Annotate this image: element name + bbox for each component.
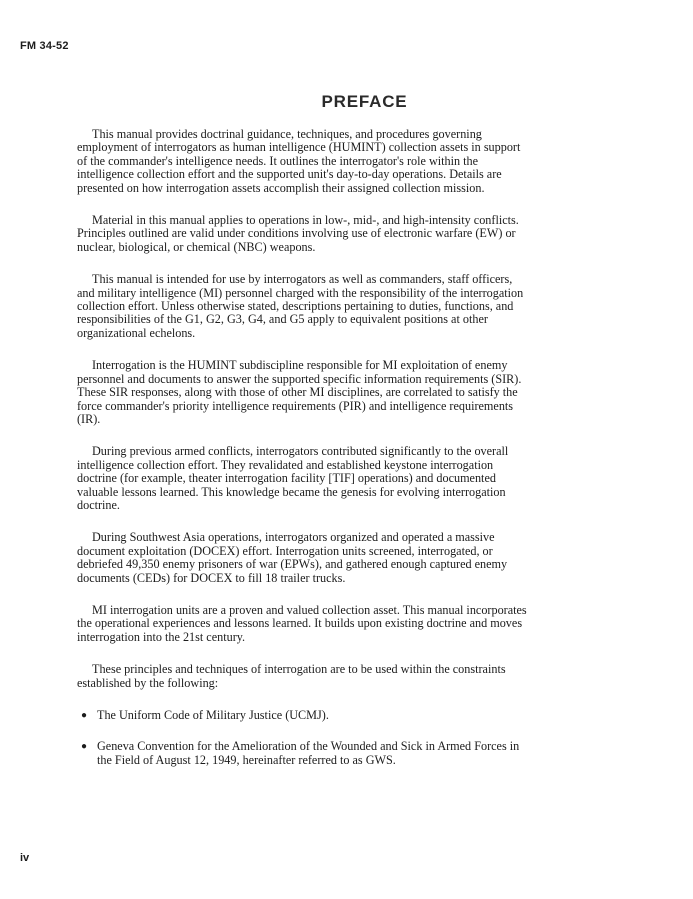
paragraph-mi-units: MI interrogation units are a proven and valued collection asset. This manual incorporates the operational experiences and lessons learned. It builds upon existing doctrine and moves interrogation into the 21st century. xyxy=(77,602,527,644)
paragraph-applicability: Material in this manual applies to operations in low-, mid-, and high-intensity conflicts. Principles outlined are valid under conditions involving use of electronic warfare (EW) or nuclear, biological, or chemical (NBC) weapons. xyxy=(77,213,519,254)
list-item xyxy=(77,740,532,767)
running-head: FM 34-52 xyxy=(20,40,69,52)
page-title: PREFACE xyxy=(321,92,408,111)
list-item xyxy=(77,709,532,722)
bullet-icon: ● xyxy=(81,710,88,721)
preface-body xyxy=(77,128,532,785)
page-number: iv xyxy=(20,852,30,864)
list-item-text: The Uniform Code of Military Justice (UCMJ). xyxy=(97,708,329,722)
paragraph-history: During previous armed conflicts, interrogators contributed significantly to the overall intelligence collection effort. They revalidated and established keystone interrogation doctrine (for example, theater interrogation facility [TIF] operations) and documented valuable lessons learned. This knowledge became the genesis for evolving interrogation doctrine. xyxy=(77,444,509,512)
paragraph-purpose: This manual provides doctrinal guidance, techniques, and procedures governing employment of interrogators as human intelligence (HUMINT) collection assets in support of the commander's intelligence needs. It outlines the interrogator's role within the intelligence collection effort and the supported unit's day-to-day operations. Details are presented on how interrogation assets accomplish their assigned collection mission. xyxy=(77,127,521,195)
paragraph-constraints: These principles and techniques of interrogation are to be used within the constraints established by the following: xyxy=(77,662,506,690)
list-item-text: Geneva Convention for the Amelioration of the Wounded and Sick in Armed Forces in the Field of August 12, 1949, hereinafter referred to as GWS. xyxy=(97,739,520,767)
paragraph-definition: Interrogation is the HUMINT subdiscipline responsible for MI exploitation of enemy personnel and documents to answer the supported specific information requirements (SIR). These SIR responses, along with those of other MI disciplines, are correlated to satisfy the force commander's priority intelligence requirements (PIR) and intelligence requirements (IR). xyxy=(77,358,522,426)
paragraph-southwest-asia: During Southwest Asia operations, interrogators organized and operated a massive document exploitation (DOCEX) effort. Interrogation units screened, interrogated, or debriefed 49,350 enemy prisoners of war (EPWs), and gathered enough captured enemy documents (CEDs) for DOCEX to fill 18 trailer trucks. xyxy=(77,530,508,585)
paragraph-audience: This manual is intended for use by interrogators as well as commanders, staff officers, and military intelligence (MI) personnel charged with the responsibility of the interrogation collection effort. Unless otherwise stated, descriptions pertaining to duties, functions, and responsibilities of the G1, G2, G3, G4, and G5 apply to equivalent positions at other organizational echelons. xyxy=(77,272,524,340)
bullet-icon: ● xyxy=(81,741,88,753)
constraints-list xyxy=(77,709,532,767)
